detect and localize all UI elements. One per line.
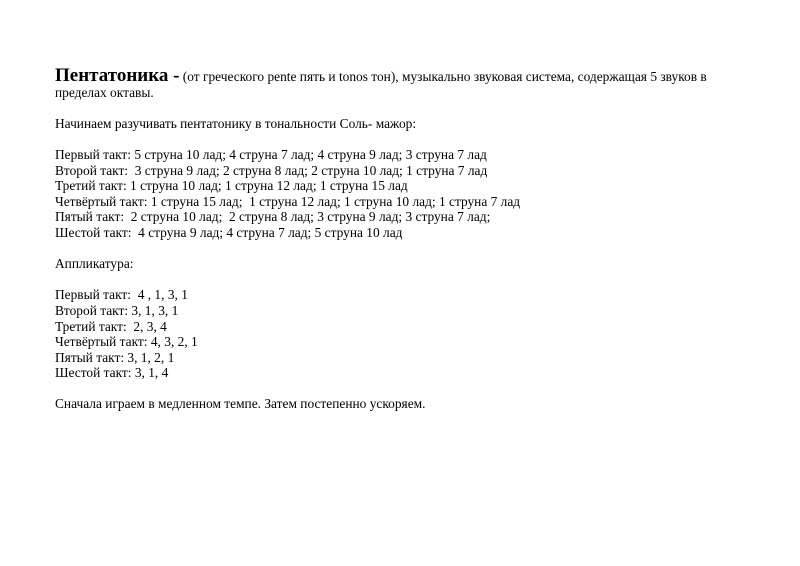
- closing-text: Сначала играем в медленном темпе. Затем постепенно ускоряем.: [55, 396, 426, 412]
- bar-line-1: Первый такт: 5 струна 10 лад; 4 струна 7 лад; 4 струна 9 лад; 3 струна 7 лад: [55, 146, 487, 162]
- bar-line-5: Пятый такт: 2 струна 10 лад; 2 струна 8 лад; 3 струна 9 лад; 3 струна 7 лад;: [55, 209, 491, 225]
- document-title: Пентатоника -: [55, 65, 180, 86]
- document-page: [55, 65, 755, 412]
- bar-line-6: Шестой такт: 4 струна 9 лад; 4 струна 7 лад; 5 струна 10 лад: [55, 224, 403, 240]
- title-definition: (от греческого pente пять и tonos тон), музыкально звуковая система, содержащая 5 звуков в: [179, 69, 707, 84]
- bar-line-3: Третий такт: 1 струна 10 лад; 1 струна 12 лад; 1 струна 15 лад: [55, 178, 408, 194]
- bar-line-4: Четвёртый такт: 1 струна 15 лад; 1 струна 12 лад; 1 струна 10 лад; 1 струна 7 лад: [55, 193, 521, 209]
- fingering-line-1: Первый такт: 4 , 1, 3, 1: [55, 287, 188, 303]
- fingering-line-5: Пятый такт: 3, 1, 2, 1: [55, 349, 175, 365]
- intro-text: Начинаем разучивать пентатонику в тональности Соль- мажор:: [55, 115, 417, 131]
- heading-paragraph: [55, 65, 755, 86]
- fingering-line-6: Шестой такт: 3, 1, 4: [55, 365, 169, 381]
- bars-list: [55, 147, 755, 241]
- definition-continuation: пределах октавы.: [55, 84, 154, 100]
- bar-line-2: Второй такт: 3 струна 9 лад; 2 струна 8 лад; 2 струна 10 лад; 1 струна 7 лад: [55, 162, 488, 178]
- fingering-list: [55, 287, 755, 381]
- fingering-line-4: Четвёртый такт: 4, 3, 2, 1: [55, 334, 198, 350]
- fingering-line-3: Третий такт: 2, 3, 4: [55, 318, 167, 334]
- fingering-heading: Аппликатура:: [55, 256, 134, 272]
- fingering-line-2: Второй такт: 3, 1, 3, 1: [55, 302, 179, 318]
